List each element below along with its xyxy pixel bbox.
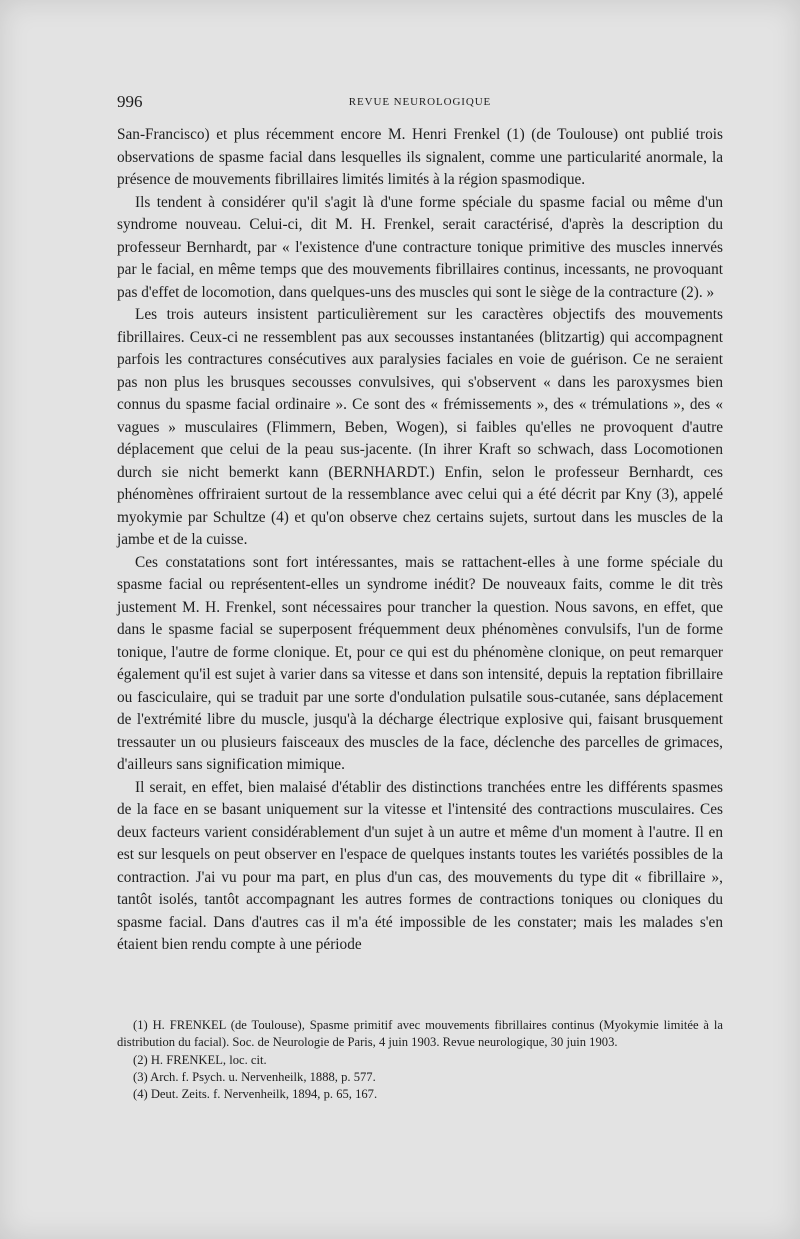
paragraph: Ils tendent à considérer qu'il s'agit là d'une forme spéciale du spasme facial ou même d'un syndrome nouveau. Celui-ci, dit M. H. Frenkel, serait caractérisé, d'après la description du professeur Bernhardt, par « l'existence d'une contracture tonique primitive des muscles innervés par le facial, en même temps que des mouvements fibrillaires continus, incessants, ne provoquant pas d'effet de locomotion, dans quelques-uns des muscles qui sont le siège de la contracture (2). »	[117, 193, 723, 301]
footnote: (4) Deut. Zeits. f. Nervenheilk, 1894, p. 65, 167.	[133, 1087, 378, 1102]
running-head: REVUE NEUROLOGIQUE	[348, 96, 492, 108]
paragraph: San-Francisco) et plus récemment encore M. Henri Frenkel (1) (de Toulouse) ont publié trois observations de spasme facial dans lesquelles ils signalent, comme une particularité anormale, la présence de mouvements fibrillaires limités limités à la région spasmodique.	[117, 126, 723, 188]
footnotes	[117, 1017, 723, 1103]
paragraph: Les trois auteurs insistent particulièrement sur les caractères objectifs des mouvements fibrillaires. Ceux-ci ne ressemblent pas aux secousses instantanées (blitzartig) qui accompagnent parfois les contractures consécutives aux paralysies faciales en voie de guérison. Ce ne seraient pas non plus les brusques secousses convulsives, qui s'observent « dans les paroxysmes bien connus du spasme facial ordinaire ». Ce sont des « frémissements », des « trémulations », des « vagues » musculaires (Flimmern, Beben, Wogen), si faibles qu'elles ne provoquent d'autre déplacement que celui de la peau sus-jacente. (In ihrer Kraft so schwach, dass Locomotionen durch sie nicht bemerkt kann (BERNHARDT.) Enfin, selon le professeur Bernhardt, ces phénomènes offriraient surtout de la ressemblance avec celui qui a été décrit par Kny (3), appelé myokymie par Schultze (4) et qu'on observe chez certains sujets, surtout dans les muscles de la jambe et de la cuisse.	[117, 306, 723, 548]
paragraph: Il serait, en effet, bien malaisé d'établir des distinctions tranchées entre les différents spasmes de la face en se basant uniquement sur la vitesse et l'intensité des contractions musculaires. Ces deux facteurs varient considérablement d'un sujet à un autre et même d'un moment à l'autre. Il en est sur lesquels on peut observer en l'espace de quelques instants toutes les variétés possibles de la contraction. J'ai vu pour ma part, en plus d'un cas, des mouvements du type dit « fibrillaire », tantôt isolés, tantôt accompagnant les autres formes de contractions toniques ou cloniques du spasme facial. Dans d'autres cas il m'a été impossible de les constater; mais les malades s'en étaient bien rendu compte à une période	[117, 778, 723, 953]
footnote: (3) Arch. f. Psych. u. Nervenheilk, 1888, p. 577.	[133, 1069, 376, 1084]
page-header	[117, 92, 723, 114]
footnote: (2) H. FRENKEL, loc. cit.	[133, 1052, 267, 1067]
page-number: 996	[117, 92, 143, 111]
footnote: (1) H. FRENKEL (de Toulouse), Spasme primitif avec mouvements fibrillaires continus (Myokymie limitée à la distribution du facial). Soc. de Neurologie de Paris, 4 juin 1903. Revue neurologique, 30 juin 1903.	[117, 1018, 723, 1050]
paragraph: Ces constatations sont fort intéressantes, mais se rattachent-elles à une forme spéciale du spasme facial ou représentent-elles un syndrome inédit? De nouveaux faits, comme le dit très justement M. H. Frenkel, sont nécessaires pour trancher la question. Nous savons, en effet, que dans le spasme facial se superposent fréquemment deux phénomènes convulsifs, l'un de forme tonique, l'autre de forme clonique. Et, pour ce qui est du phénomène clonique, on peut remarquer également qu'il est sujet à varier dans sa vitesse et dans son intensité, depuis la reptation fibrillaire ou fasciculaire, qui se traduit par une sorte d'ondulation pulsatile sous-cutanée, sans déplacement de l'extrémité libre du muscle, jusqu'à la décharge électrique explosive qui, faisant brusquement tressauter un ou plusieurs faisceaux des muscles de la face, déclenche des parcelles de grimaces, d'ailleurs sans signification mimique.	[117, 553, 723, 773]
body-text	[117, 124, 723, 957]
